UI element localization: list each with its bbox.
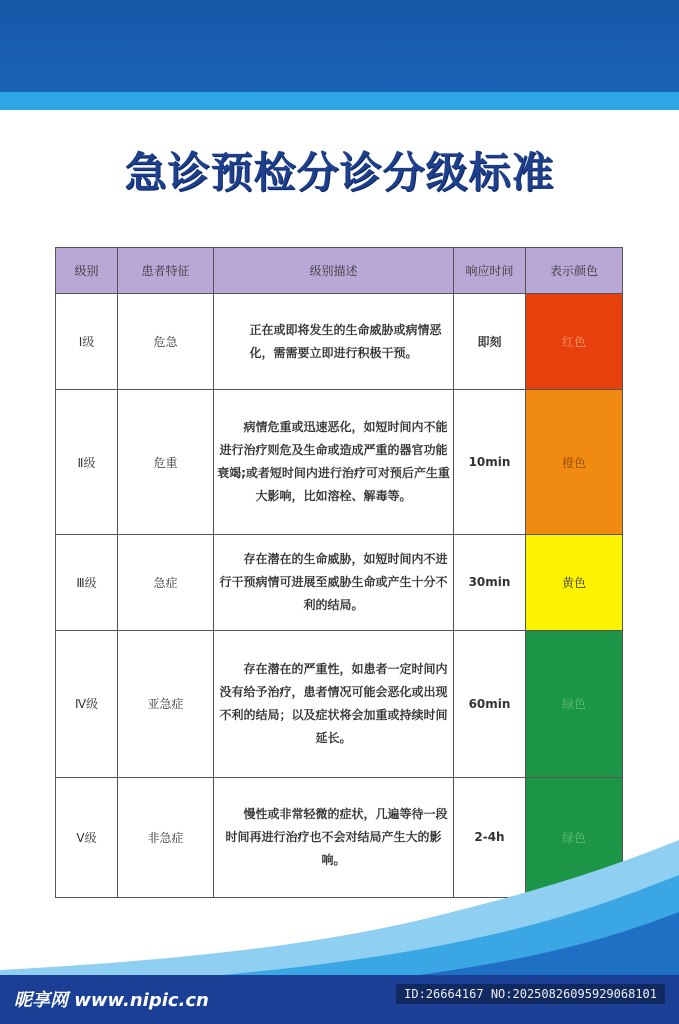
- description-text: 慢性或非常轻微的症状，几遍等待一段时间再进行治疗也不会对结局产生大的影响。: [225, 806, 448, 867]
- response-time-cell: 2-4h: [454, 777, 526, 897]
- response-time-cell: 10min: [454, 390, 526, 534]
- table-header-row: [56, 248, 623, 294]
- color-swatch-cell: 绿色: [526, 777, 623, 897]
- header-description: 级别描述: [214, 248, 454, 294]
- header-level: 级别: [56, 248, 118, 294]
- description-text: 病情危重或迅速恶化，如短时间内不能进行治疗则危及生命或造成严重的器官功能衰竭;或者短时间内进行治疗可对预后产生重大影响，比如溶栓、解毒等。: [217, 420, 450, 504]
- header-feature: 患者特征: [118, 248, 214, 294]
- feature-cell: 急症: [118, 534, 214, 630]
- level-cell: Ⅴ级: [56, 777, 118, 897]
- description-text: 存在潜在的生命威胁，如短时间内不进行干预病情可进展至威胁生命或产生十分不利的结局。: [219, 551, 448, 612]
- color-swatch-cell: 黄色: [526, 534, 623, 630]
- feature-cell: 非急症: [118, 777, 214, 897]
- level-cell: Ⅱ级: [56, 390, 118, 534]
- description-cell: [214, 534, 454, 630]
- watermark-id: ID:26664167 NO:20250826095929068101: [396, 984, 665, 1004]
- description-cell: [214, 390, 454, 534]
- feature-cell: 危重: [118, 390, 214, 534]
- description-cell: [214, 294, 454, 390]
- description-cell: [214, 631, 454, 777]
- site-logo: 昵享网 www.nipic.cn: [14, 990, 209, 1011]
- response-time-cell: 即刻: [454, 294, 526, 390]
- table-row: [56, 534, 623, 630]
- table-row: [56, 294, 623, 390]
- feature-cell: 危急: [118, 294, 214, 390]
- page-title: 急诊预检分诊分级标准: [124, 148, 555, 197]
- level-cell: Ⅳ级: [56, 631, 118, 777]
- feature-cell: 亚急症: [118, 631, 214, 777]
- response-time-cell: 30min: [454, 534, 526, 630]
- color-swatch-cell: 橙色: [526, 390, 623, 534]
- header-stripe: [0, 92, 679, 110]
- header-band: [0, 0, 679, 92]
- header-color: 表示颜色: [526, 248, 623, 294]
- header-response-time: 响应时间: [454, 248, 526, 294]
- response-time-cell: 60min: [454, 631, 526, 777]
- triage-grade-table: [55, 247, 623, 898]
- table-row: [56, 390, 623, 534]
- table-row: [56, 631, 623, 777]
- color-swatch-cell: 红色: [526, 294, 623, 390]
- level-cell: Ⅰ级: [56, 294, 118, 390]
- description-text: 存在潜在的严重性，如患者一定时间内没有给予治疗，患者情况可能会恶化或出现不利的结局；以及症状将会加重或持续时间延长。: [219, 661, 448, 745]
- description-text: 正在或即将发生的生命威胁或病情恶化，需需要立即进行积极干预。: [249, 322, 442, 360]
- color-swatch-cell: 绿色: [526, 631, 623, 777]
- level-cell: Ⅲ级: [56, 534, 118, 630]
